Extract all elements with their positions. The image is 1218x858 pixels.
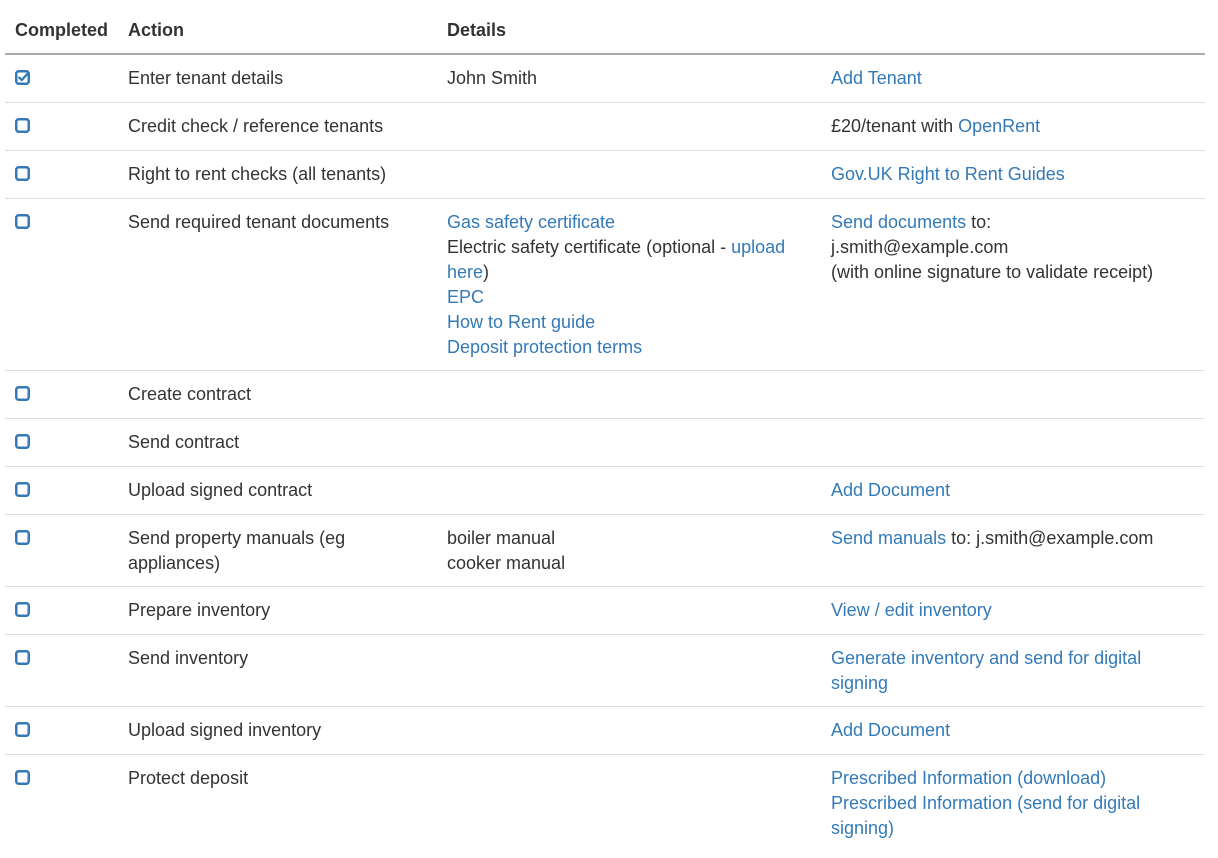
electric-safety-suffix: ): [483, 262, 490, 282]
header-completed: Completed: [5, 7, 118, 54]
gas-safety-link[interactable]: Gas safety certificate: [447, 212, 616, 232]
electric-safety-text: Electric safety certificate (optional -: [447, 237, 732, 257]
action-text: Enter tenant details: [128, 68, 284, 88]
action-text: Protect deposit: [118, 755, 437, 852]
send-documents-link[interactable]: Send documents: [831, 212, 967, 232]
action-text: Prepare inventory: [118, 587, 437, 635]
action-text: Send property manuals (eg appliances): [118, 515, 437, 587]
checklist-table: [5, 7, 1205, 851]
openrent-link[interactable]: OpenRent: [958, 116, 1041, 136]
signature-note: (with online signature to validate receipt): [831, 262, 1154, 282]
add-document-link[interactable]: Add Document: [831, 720, 951, 740]
edit-inventory-link[interactable]: View / edit inventory: [831, 600, 992, 620]
table-row: [5, 515, 1205, 587]
cooker-manual-text: cooker manual: [447, 553, 566, 573]
epc-link[interactable]: EPC: [447, 287, 485, 307]
add-document-link[interactable]: Add Document: [831, 480, 951, 500]
table-row: [5, 707, 1205, 755]
checkbox-icon[interactable]: [15, 386, 30, 401]
upload-here-link[interactable]: upload here: [447, 237, 786, 282]
boiler-manual-text: boiler manual: [447, 528, 556, 548]
header-links: [821, 7, 1205, 54]
checkbox-icon[interactable]: [15, 602, 30, 617]
action-text: Credit check / reference tenants: [118, 103, 437, 151]
checkbox-icon[interactable]: [15, 214, 30, 229]
table-row: [5, 103, 1205, 151]
checkbox-icon[interactable]: [15, 166, 30, 181]
action-text: Upload signed inventory: [118, 707, 437, 755]
action-text: Upload signed contract: [118, 467, 437, 515]
table-row: [5, 635, 1205, 707]
table-row: [5, 467, 1205, 515]
price-text: £20/tenant with: [831, 116, 959, 136]
table-row: [5, 371, 1205, 419]
electric-safety-line: [447, 235, 811, 285]
table-row: [5, 419, 1205, 467]
table-row: [5, 587, 1205, 635]
right-to-rent-guides-link[interactable]: Gov.UK Right to Rent Guides: [831, 164, 1065, 184]
checkbox-icon[interactable]: [15, 770, 30, 785]
checkbox-icon[interactable]: [15, 118, 30, 133]
checkbox-icon[interactable]: [15, 434, 30, 449]
send-to-text: to:: [966, 212, 992, 232]
action-text: Create contract: [118, 371, 437, 419]
table-row: [5, 151, 1205, 199]
header-row: [5, 7, 1205, 54]
checkbox-icon[interactable]: [15, 722, 30, 737]
checkbox-icon[interactable]: [15, 530, 30, 545]
add-tenant-link[interactable]: Add Tenant: [831, 68, 922, 88]
header-action: Action: [118, 7, 437, 54]
action-text: Send inventory: [118, 635, 437, 707]
action-text: Right to rent checks (all tenants): [118, 151, 437, 199]
action-text: Send contract: [118, 419, 437, 467]
checkbox-checked-icon[interactable]: [15, 70, 30, 85]
how-to-rent-link[interactable]: How to Rent guide: [447, 312, 596, 332]
table-row: [5, 54, 1205, 103]
generate-inventory-link[interactable]: Generate inventory and send for digital signing: [831, 648, 1142, 693]
header-details: Details: [437, 7, 821, 54]
deposit-terms-link[interactable]: Deposit protection terms: [447, 337, 643, 357]
action-text: Send required tenant documents: [118, 199, 437, 371]
table-row: [5, 199, 1205, 371]
checkbox-icon[interactable]: [15, 650, 30, 665]
checkbox-icon[interactable]: [15, 482, 30, 497]
send-manuals-link[interactable]: Send manuals: [831, 528, 947, 548]
email-text: j.smith@example.com: [831, 237, 1009, 257]
prescribed-info-sign-link[interactable]: Prescribed Information (send for digital signing): [831, 793, 1141, 838]
prescribed-info-download-link[interactable]: Prescribed Information (download): [831, 768, 1107, 788]
table-row: [5, 755, 1205, 852]
send-manuals-to-text: to: j.smith@example.com: [946, 528, 1154, 548]
details-text: John Smith: [447, 68, 538, 88]
